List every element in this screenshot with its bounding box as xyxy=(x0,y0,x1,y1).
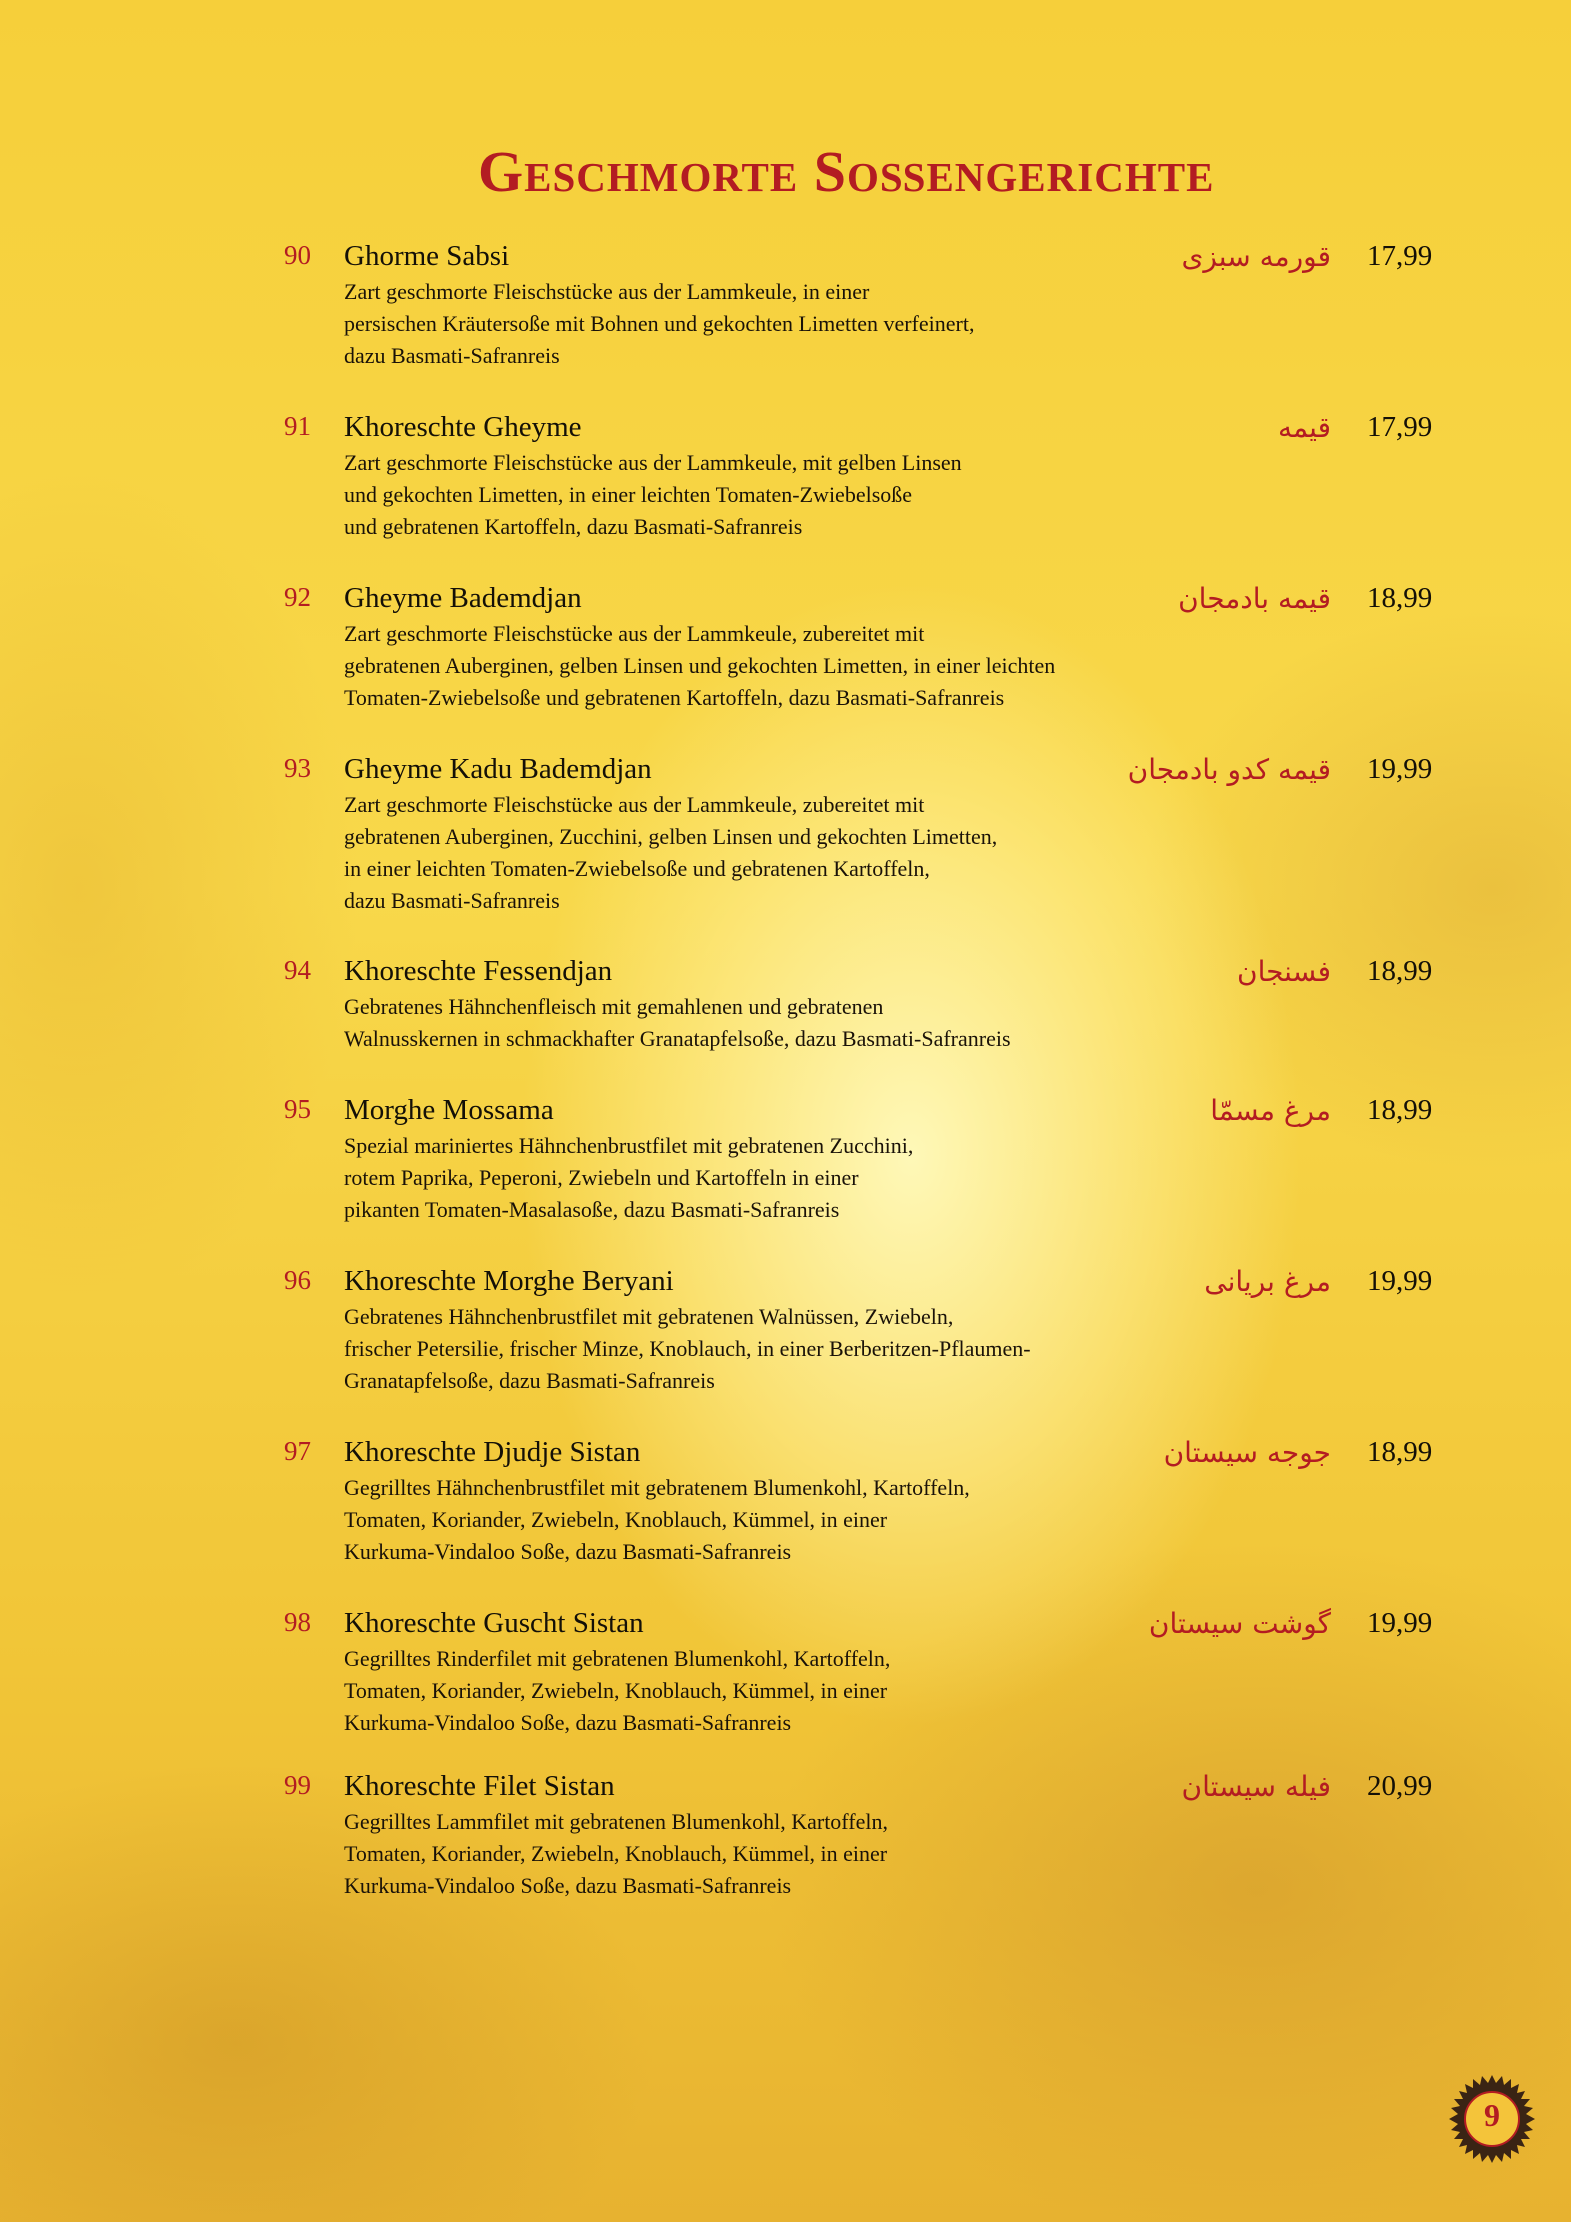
item-description xyxy=(344,1130,1264,1226)
item-farsi-name: گوشت سیستان xyxy=(1148,1607,1331,1640)
item-farsi-name: فیله سیستان xyxy=(1181,1770,1331,1803)
item-price: 17,99 xyxy=(1367,411,1433,443)
item-number: 94 xyxy=(284,955,311,985)
item-farsi-name: قیمه بادمجان xyxy=(1178,582,1331,615)
description-line: und gekochten Limetten, in einer leichten Tomaten-Zwiebelsoße xyxy=(344,482,913,507)
item-number: 90 xyxy=(284,240,311,270)
description-line: Kurkuma-Vindaloo Soße, dazu Basmati-Safranreis xyxy=(344,1710,792,1735)
item-name: Khoreschte Morghe Beryani xyxy=(344,1265,674,1297)
item-price: 17,99 xyxy=(1367,240,1433,272)
item-description xyxy=(344,1472,1264,1568)
description-line: Gebratenes Hähnchenfleisch mit gemahlenen und gebratenen xyxy=(344,994,884,1019)
page-title: Geschmorte Soßengerichte xyxy=(478,139,1215,204)
item-name: Morghe Mossama xyxy=(344,1094,554,1126)
item-name: Khoreschte Djudje Sistan xyxy=(344,1436,641,1468)
item-price: 19,99 xyxy=(1367,1607,1433,1639)
item-price: 18,99 xyxy=(1367,955,1433,987)
item-name: Khoreschte Guscht Sistan xyxy=(344,1607,644,1639)
item-description xyxy=(344,789,1264,917)
item-number: 99 xyxy=(284,1770,311,1800)
item-price: 20,99 xyxy=(1367,1770,1433,1802)
item-name: Ghorme Sabsi xyxy=(344,240,510,272)
item-description xyxy=(344,276,1264,372)
item-description xyxy=(344,447,1264,543)
description-line: dazu Basmati-Safranreis xyxy=(344,343,560,368)
item-farsi-name: جوجه سیستان xyxy=(1163,1436,1331,1469)
description-line: gebratenen Auberginen, gelben Linsen und gekochten Limetten, in einer leichten xyxy=(344,653,1056,678)
item-number: 97 xyxy=(284,1436,311,1466)
item-name: Gheyme Kadu Bademdjan xyxy=(344,753,652,785)
description-line: gebratenen Auberginen, Zucchini, gelben Linsen und gekochten Limetten, xyxy=(344,824,998,849)
item-price: 18,99 xyxy=(1367,582,1433,614)
item-number: 96 xyxy=(284,1265,311,1295)
description-line: Tomaten, Koriander, Zwiebeln, Knoblauch, Kümmel, in einer xyxy=(344,1678,888,1703)
description-line: Kurkuma-Vindaloo Soße, dazu Basmati-Safranreis xyxy=(344,1539,792,1564)
description-line: Tomaten, Koriander, Zwiebeln, Knoblauch, Kümmel, in einer xyxy=(344,1507,888,1532)
description-line: Gegrilltes Hähnchenbrustfilet mit gebratenem Blumenkohl, Kartoffeln, xyxy=(344,1475,970,1500)
item-name: Khoreschte Fessendjan xyxy=(344,955,613,987)
description-line: Zart geschmorte Fleischstücke aus der Lammkeule, zubereitet mit xyxy=(344,792,925,817)
item-price: 19,99 xyxy=(1367,1265,1433,1297)
description-line: Gegrilltes Lammfilet mit gebratenen Blumenkohl, Kartoffeln, xyxy=(344,1809,888,1834)
item-number: 93 xyxy=(284,753,311,783)
item-farsi-name: قیمه کدو بادمجان xyxy=(1127,753,1331,786)
description-line: Gebratenes Hähnchenbrustfilet mit gebratenen Walnüssen, Zwiebeln, xyxy=(344,1304,954,1329)
item-farsi-name: قورمه سبزی xyxy=(1181,240,1331,273)
page-number-badge xyxy=(1448,2075,1536,2163)
description-line: Spezial mariniertes Hähnchenbrustfilet mit gebratenen Zucchini, xyxy=(344,1133,914,1158)
description-line: frischer Petersilie, frischer Minze, Knoblauch, in einer Berberitzen-Pflaumen- xyxy=(344,1336,1031,1361)
item-name: Gheyme Bademdjan xyxy=(344,582,582,614)
item-number: 91 xyxy=(284,411,311,441)
description-line: Granatapfelsoße, dazu Basmati-Safranreis xyxy=(344,1368,715,1393)
item-number: 95 xyxy=(284,1094,311,1124)
item-number: 92 xyxy=(284,582,311,612)
item-description xyxy=(344,1806,1264,1902)
description-line: Zart geschmorte Fleischstücke aus der Lammkeule, mit gelben Linsen xyxy=(344,450,962,475)
description-line: und gebratenen Kartoffeln, dazu Basmati-Safranreis xyxy=(344,514,803,539)
description-line: Zart geschmorte Fleischstücke aus der Lammkeule, in einer xyxy=(344,279,870,304)
description-line: Tomaten, Koriander, Zwiebeln, Knoblauch, Kümmel, in einer xyxy=(344,1841,888,1866)
item-farsi-name: مرغ بریانی xyxy=(1204,1265,1331,1298)
item-price: 18,99 xyxy=(1367,1094,1433,1126)
item-description xyxy=(344,991,1264,1055)
item-farsi-name: فسنجان xyxy=(1237,955,1331,988)
description-line: Zart geschmorte Fleischstücke aus der Lammkeule, zubereitet mit xyxy=(344,621,925,646)
item-name: Khoreschte Gheyme xyxy=(344,411,582,443)
item-price: 19,99 xyxy=(1367,753,1433,785)
item-name: Khoreschte Filet Sistan xyxy=(344,1770,615,1802)
item-farsi-name: قیمه xyxy=(1277,411,1331,444)
description-line: pikanten Tomaten-Masalasoße, dazu Basmati-Safranreis xyxy=(344,1197,840,1222)
item-description xyxy=(344,1643,1264,1739)
description-line: rotem Paprika, Peperoni, Zwiebeln und Kartoffeln in einer xyxy=(344,1165,859,1190)
page-number: 9 xyxy=(1484,2097,1500,2133)
item-description xyxy=(344,1301,1264,1397)
item-number: 98 xyxy=(284,1607,311,1637)
description-line: Walnusskernen in schmackhafter Granatapfelsoße, dazu Basmati-Safranreis xyxy=(344,1026,1011,1051)
description-line: Tomaten-Zwiebelsoße und gebratenen Kartoffeln, dazu Basmati-Safranreis xyxy=(344,685,1005,710)
description-line: in einer leichten Tomaten-Zwiebelsoße und gebratenen Kartoffeln, xyxy=(344,856,930,881)
item-description xyxy=(344,618,1264,714)
item-farsi-name: مرغ مسمّا xyxy=(1210,1094,1331,1127)
description-line: Gegrilltes Rinderfilet mit gebratenen Blumenkohl, Kartoffeln, xyxy=(344,1646,891,1671)
description-line: persischen Kräutersoße mit Bohnen und gekochten Limetten verfeinert, xyxy=(344,311,975,336)
description-line: Kurkuma-Vindaloo Soße, dazu Basmati-Safranreis xyxy=(344,1873,792,1898)
item-price: 18,99 xyxy=(1367,1436,1433,1468)
description-line: dazu Basmati-Safranreis xyxy=(344,888,560,913)
